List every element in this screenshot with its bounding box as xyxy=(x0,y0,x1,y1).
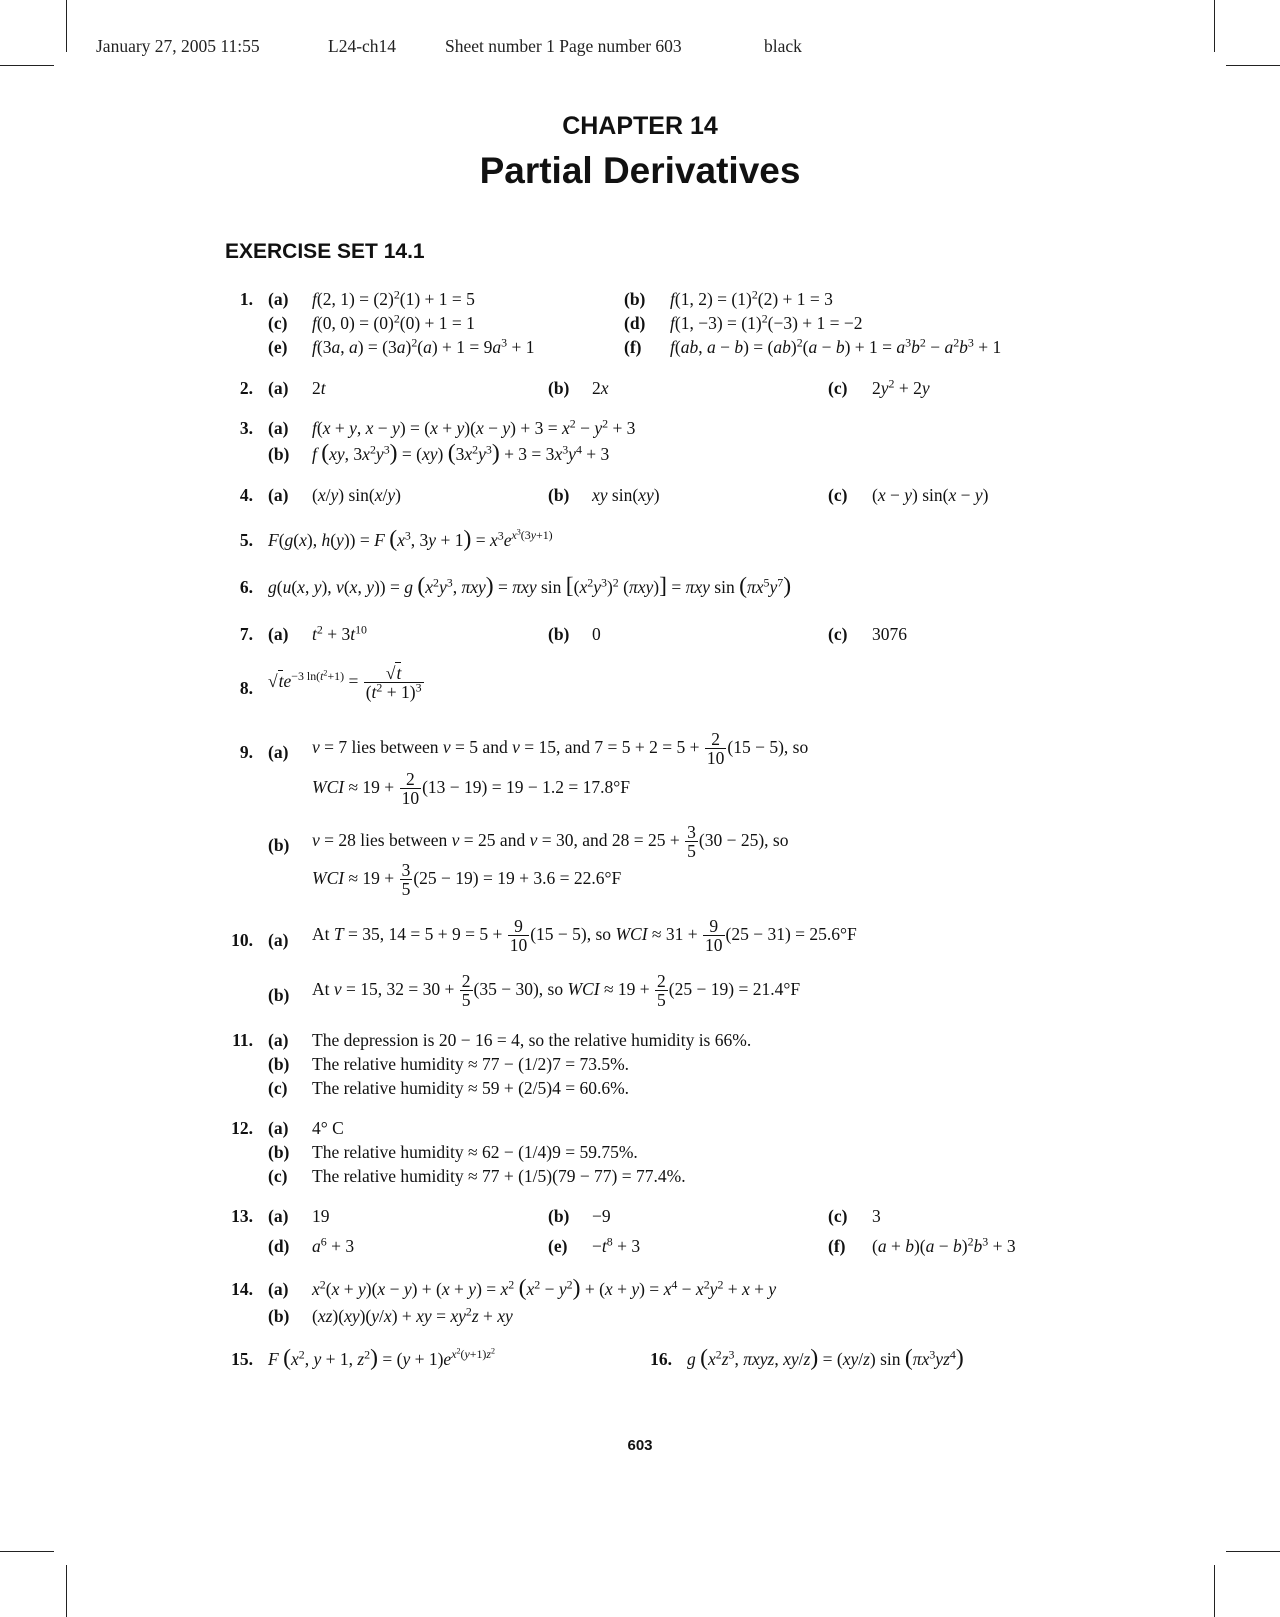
answer-14b: (xz)(xy)(y/x) + xy = $xy^2z$ + xy xyxy=(312,1304,513,1326)
answer-4a: (x/y) sin(x/y) xyxy=(312,485,401,505)
chapter-label: CHAPTER 14 xyxy=(562,112,718,140)
exercise-number: 6. xyxy=(239,577,253,597)
part-label: (d) xyxy=(268,1236,290,1256)
part-label: (b) xyxy=(624,289,646,309)
part-label: (b) xyxy=(268,835,290,855)
part-label: (b) xyxy=(268,444,290,464)
part-label: (c) xyxy=(828,378,848,398)
crop-mark xyxy=(1214,1565,1215,1617)
part-label: (a) xyxy=(268,1118,289,1138)
answer-12a: 4° C xyxy=(312,1118,344,1138)
crop-mark xyxy=(66,1565,67,1617)
answer-11a: The depression is 20 − 16 = 4, so the relative humidity is 66%. xyxy=(312,1030,752,1050)
part-label: (e) xyxy=(548,1236,568,1256)
answer-1a: f(2, $1) = (2)^2(1) + 1 = 5$ xyxy=(312,287,475,309)
answer-10a: At T = 35, 14 = 5 + 9 = 5 + $\frac{9}{10}$ (15 − 5), so WCI ≈ 31 + $\frac{9}{10}$ (25 − 31) = 25.6°F xyxy=(312,916,857,956)
answer-11c: The relative humidity ≈ 59 + (2/5)4 = 60.6%. xyxy=(312,1078,630,1098)
header-file: L24-ch14 xyxy=(328,36,397,56)
answer-13b: −9 xyxy=(592,1206,611,1226)
part-label: (a) xyxy=(268,485,289,505)
answer-12b: The relative humidity ≈ 62 − (1/4)9 = 59.75%. xyxy=(312,1142,638,1162)
exercise-number: 11. xyxy=(232,1030,253,1050)
answer-13d: $a^6 + 3$ xyxy=(312,1234,355,1256)
part-label: (a) xyxy=(268,1030,289,1050)
part-label: (c) xyxy=(268,1166,288,1186)
answer-2b: 2x xyxy=(592,378,609,398)
part-label: (a) xyxy=(268,1279,289,1299)
exercise-number: 5. xyxy=(239,530,253,550)
part-label: (a) xyxy=(268,289,289,309)
exercise-number: 15. xyxy=(231,1349,253,1369)
part-label: (a) xyxy=(268,742,289,762)
answer-4c: (x − y) sin(x − y) xyxy=(872,485,989,505)
part-label: (e) xyxy=(268,337,288,357)
part-label: (c) xyxy=(828,624,848,644)
exercise-number: 4. xyxy=(239,485,253,505)
exercise-number: 14. xyxy=(231,1279,253,1299)
part-label: (a) xyxy=(268,418,289,438)
part-label: (c) xyxy=(268,1078,288,1098)
exercise-number: 1. xyxy=(239,289,253,309)
answer-15: F ($x^2$, y + 1, $z^2) = (y + 1)e^{x^2(y+1)z^2}$ xyxy=(268,1345,496,1371)
part-label: (b) xyxy=(548,624,570,644)
part-label: (a) xyxy=(268,378,289,398)
exercise-number: 10. xyxy=(231,930,253,950)
answer-5: F(g(x), h(y)) = F ($x^3$, $3y + 1) = x^3e^{x^3(3y+1)}$ xyxy=(268,526,553,552)
part-label: (a) xyxy=(268,930,289,950)
answer-4b: xy sin(xy) xyxy=(592,485,660,505)
answer-1b: f(1, $2) = (1)^2(2) + 1 = 3$ xyxy=(670,287,833,309)
exercise-number: 16. xyxy=(650,1349,672,1369)
header-date: January 27, 2005 11:55 xyxy=(96,36,260,56)
answer-13a: 19 xyxy=(312,1206,330,1226)
part-label: (f) xyxy=(624,337,642,357)
answer-14a: $x^2(x + y)(x - y) + (x + y) = x^2$ $(x^2 - y^2) + (x + y) = x^4 - x^2y^2 + x + y$ xyxy=(312,1275,777,1301)
crop-mark xyxy=(1226,65,1280,66)
crop-mark xyxy=(1226,1551,1280,1552)
exercise-number: 12. xyxy=(231,1118,253,1138)
exercise-number: 13. xyxy=(231,1206,253,1226)
answer-3b: f (xy, $3x^2y^3) = (xy)$ $(3x^2y^3) + 3 = 3x^3y^4 + 3$ xyxy=(312,440,610,466)
part-label: (a) xyxy=(268,1206,289,1226)
exercise-set-title: EXERCISE SET 14.1 xyxy=(225,240,425,263)
answer-1d: f(1, $-3) = (1)^2(-3) + 1 = -2$ xyxy=(670,311,863,333)
answer-13f: $(a + b)(a - b)^2b^3 + 3$ xyxy=(872,1234,1016,1256)
answer-7a: $t^2 + 3t^{10}$ xyxy=(312,622,367,644)
part-label: (b) xyxy=(548,485,570,505)
answer-1e: f(3a, $a) = (3a)^2(a) + 1 = 9a^3 + 1$ xyxy=(312,335,535,357)
exercise-number: 3. xyxy=(239,418,253,438)
part-label: (c) xyxy=(268,313,288,333)
answer-9b-line2: WCI ≈ 19 + $\frac{3}{5}$ (25 − 19) = 19 + 3.6 = 22.6°F xyxy=(312,860,622,900)
header-sheet: Sheet number 1 Page number 603 xyxy=(445,36,682,56)
answer-9a-line2: WCI ≈ 19 + $\frac{2}{10}$ (13 − 19) = 19 − 1.2 = 17.8°F xyxy=(312,769,630,809)
part-label: (a) xyxy=(268,624,289,644)
answer-7b: 0 xyxy=(592,624,601,644)
answer-9b-line1: v = 28 lies between v = 25 and v = 30, and 28 = 25 + $\frac{3}{5}$ (30 − 25), so xyxy=(312,822,789,862)
exercise-number: 7. xyxy=(239,624,253,644)
chapter-title: Partial Derivatives xyxy=(479,150,801,191)
part-label: (b) xyxy=(268,1142,290,1162)
part-label: (c) xyxy=(828,1206,848,1226)
answer-13e: $-t^8 + 3$ xyxy=(592,1234,641,1256)
answer-3a: f(x + y, $x - y) = (x + y)(x - y) + 3 = x^2 - y^2 + 3$ xyxy=(312,416,636,438)
exercise-number: 2. xyxy=(239,378,253,398)
answer-6: g(u(x, y), v(x, y)) = g ($x^2y^3$, πxy) = πxy $\sin [(x^2y^3)^2$ (πxy)] = πxy $\sin (\pi x^5y^7)$ xyxy=(268,573,792,599)
answer-8: $√te^{-3 ln(t^2+1)}$ = $\frac{√t}{(t^2 + 1)^3}$ xyxy=(268,663,422,703)
part-label: (b) xyxy=(548,1206,570,1226)
part-label: (b) xyxy=(268,1306,290,1326)
part-label: (b) xyxy=(268,1054,290,1074)
answer-11b: The relative humidity ≈ 77 − (1/2)7 = 73.5%. xyxy=(312,1054,630,1074)
part-label: (b) xyxy=(548,378,570,398)
part-label: (f) xyxy=(828,1236,846,1256)
answer-2c: $2y^2 + 2y$ xyxy=(872,376,930,398)
exercise-number: 9. xyxy=(239,742,253,762)
crop-mark xyxy=(0,65,54,66)
answer-1f: f(ab, $a - b) = (ab)^2(a - b) + 1 = a^3b^2 - a^2b^3 + 1$ xyxy=(670,335,1002,357)
answer-2a: 2t xyxy=(312,378,326,398)
crop-mark xyxy=(1214,0,1215,52)
answer-7c: 3076 xyxy=(872,624,907,644)
header-color: black xyxy=(764,36,802,56)
exercise-number: 8. xyxy=(239,678,253,698)
answer-12c: The relative humidity ≈ 77 + (1/5)(79 − 77) = 77.4%. xyxy=(312,1166,686,1186)
crop-mark xyxy=(66,0,67,52)
part-label: (b) xyxy=(268,985,290,1005)
answer-1c: f(0, $0) = (0)^2(0) + 1 = 1$ xyxy=(312,311,475,333)
answer-9a-line1: v = 7 lies between v = 5 and v = 15, and 7 = 5 + 2 = 5 + $\frac{2}{10}$ (15 − 5), so xyxy=(312,729,809,769)
part-label: (c) xyxy=(828,485,848,505)
crop-mark xyxy=(0,1551,54,1552)
part-label: (d) xyxy=(624,313,646,333)
answer-16: g ($x^2z^3$, πxyz, xy/z) = (xy/z) $\sin (\pi x^3yz^4)$ xyxy=(687,1345,964,1371)
page-number: 603 xyxy=(627,1437,653,1454)
answer-13c: 3 xyxy=(872,1206,881,1226)
answer-10b: At v = 15, 32 = 30 + $\frac{2}{5}$ (35 − 30), so WCI ≈ 19 + $\frac{2}{5}$ (25 − 19) = 21.4°F xyxy=(312,971,801,1011)
